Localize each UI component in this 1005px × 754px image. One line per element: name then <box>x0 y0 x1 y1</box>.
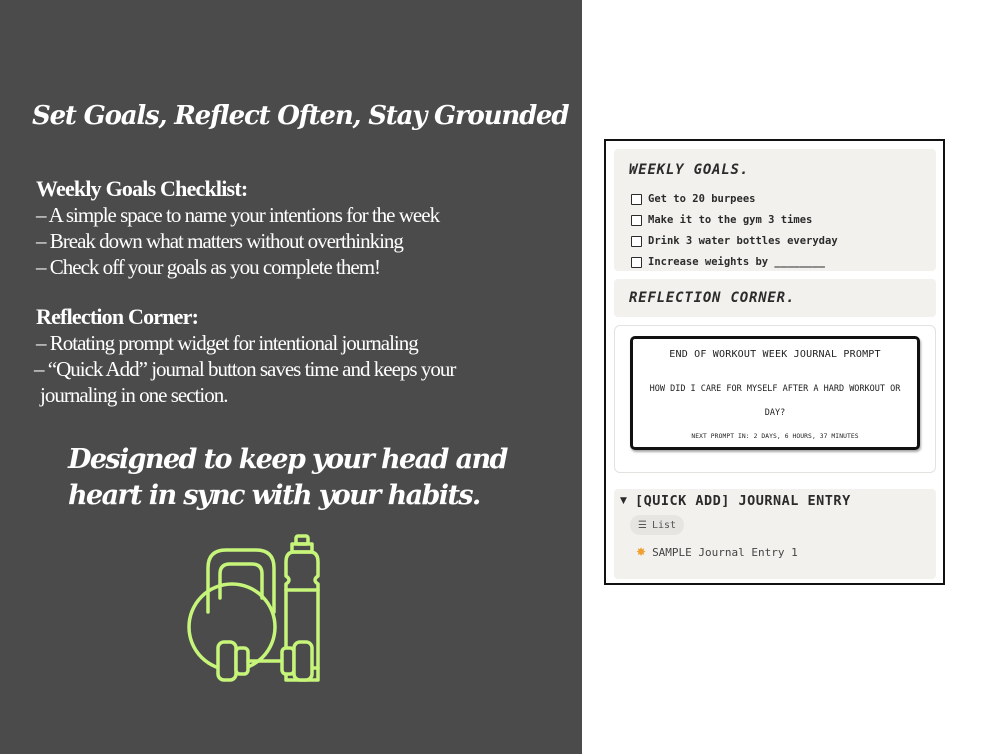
feature-line: – “Quick Add” journal button saves time and keeps your <box>34 357 456 381</box>
feature-line: – A simple space to name your intentions for the week <box>36 203 440 227</box>
checkbox-icon[interactable] <box>631 257 642 268</box>
feature-title: Weekly Goals Checklist: <box>36 176 248 201</box>
goal-item[interactable] <box>631 233 838 249</box>
reflection-corner-block <box>614 279 936 317</box>
journal-entry-row[interactable] <box>636 545 798 559</box>
checkbox-icon[interactable] <box>631 194 642 205</box>
goal-label: Make it to the gym 3 times <box>648 214 813 226</box>
feature-line: – Check off your goals as you complete them! <box>36 255 381 279</box>
checkbox-icon[interactable] <box>631 215 642 226</box>
feature-line: – Break down what matters without overthinking <box>36 229 403 253</box>
feature-title: Reflection Corner: <box>36 304 199 329</box>
tagline-line: Designed to keep your head and <box>68 444 507 475</box>
feature-line: – Rotating prompt widget for intentional journaling <box>36 331 418 355</box>
prompt-question: HOW DID I CARE FOR MYSELF AFTER A HARD WORKOUT OR DAY? <box>649 384 901 418</box>
goal-label: Increase weights by ________ <box>648 256 826 268</box>
tagline <box>68 442 568 514</box>
view-label: List <box>651 519 677 531</box>
weekly-goals-heading: WEEKLY GOALS. <box>629 162 749 178</box>
feature-reflection-corner <box>36 304 576 408</box>
quick-add-title[interactable]: [QUICK ADD] JOURNAL ENTRY <box>635 493 851 509</box>
checkbox-icon[interactable] <box>631 236 642 247</box>
triangle-down-icon[interactable]: ▼ <box>620 496 627 506</box>
kettlebell-dumbbell-bottle-icon <box>182 532 342 692</box>
tagline-line: heart in sync with your habits. <box>68 480 480 511</box>
goal-label: Drink 3 water bottles everyday <box>648 235 838 247</box>
list-view-tab[interactable] <box>630 515 684 535</box>
entry-title: SAMPLE Journal Entry 1 <box>652 545 798 559</box>
headline: Set Goals, Reflect Often, Stay Grounded <box>32 101 569 131</box>
goal-label: Get to 20 burpees <box>648 193 756 205</box>
prompt-widget <box>630 336 920 450</box>
notion-dashboard-preview <box>604 139 945 585</box>
prompt-widget-embed <box>614 325 936 473</box>
feature-weekly-goals <box>36 176 576 280</box>
prompt-timer: NEXT PROMPT IN: 2 DAYS, 6 HOURS, 37 MINUTES <box>691 433 859 440</box>
goal-item[interactable] <box>631 191 755 207</box>
goal-item[interactable] <box>631 254 825 270</box>
goal-item[interactable] <box>631 212 812 228</box>
weekly-goals-block <box>614 149 936 271</box>
quick-add-toggle-block <box>614 489 936 579</box>
list-icon: ☰ <box>638 519 647 531</box>
star-icon: ✸ <box>636 545 647 559</box>
feature-line: journaling in one section. <box>40 383 228 407</box>
reflection-heading: REFLECTION CORNER. <box>629 290 796 306</box>
prompt-title: END OF WORKOUT WEEK JOURNAL PROMPT <box>669 349 881 360</box>
